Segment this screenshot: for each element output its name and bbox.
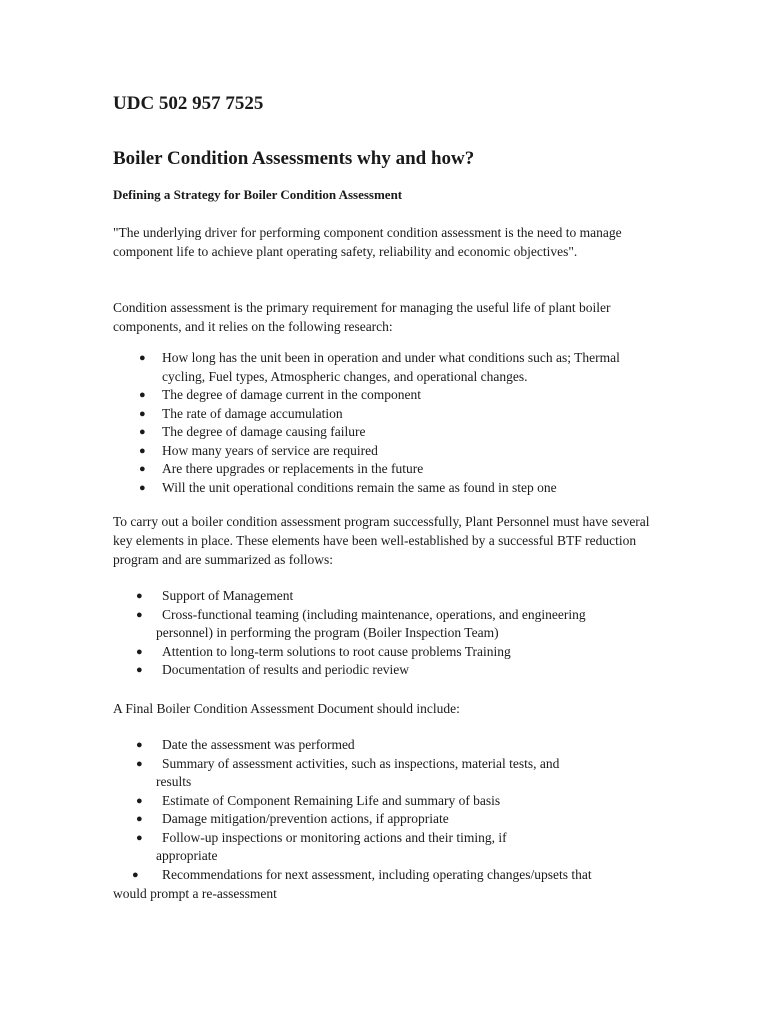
list-item xyxy=(113,405,658,424)
bullet-icon: ● xyxy=(136,813,143,825)
udc-code: UDC 502 957 7525 xyxy=(113,93,264,114)
list-item-text: Summary of assessment activities, such as inspections, material tests, and xyxy=(162,755,560,771)
intro-paragraph xyxy=(113,298,658,336)
bullet-icon: ● xyxy=(136,645,143,658)
bullet-icon: ● xyxy=(136,664,143,676)
list-item-text: Date the assessment was performed xyxy=(162,737,355,752)
list-item xyxy=(113,460,658,479)
list-item-continuation: results xyxy=(156,774,192,789)
bullet-icon: ● xyxy=(136,757,143,770)
list-item-text: The degree of damage causing failure xyxy=(162,424,366,439)
key-elements-list xyxy=(113,587,658,680)
list-item-text: Support of Management xyxy=(162,588,294,603)
list-item-text: Damage mitigation/prevention actions, if appropriate xyxy=(162,811,449,826)
final-doc-list xyxy=(113,736,658,866)
bullet-icon: ● xyxy=(139,389,146,401)
list-item xyxy=(113,442,658,461)
list-item-text: The rate of damage accumulation xyxy=(162,405,343,421)
list-item-text: Follow-up inspections or monitoring actions and their timing, if xyxy=(162,829,507,845)
bullet-icon: ● xyxy=(139,444,146,457)
bullet-icon: ● xyxy=(132,869,139,881)
list-item xyxy=(113,423,658,442)
bullet-icon: ● xyxy=(136,831,143,844)
list-item xyxy=(113,606,658,643)
bullet-icon: ● xyxy=(136,608,143,621)
list-item xyxy=(113,643,658,662)
program-paragraph xyxy=(113,512,658,569)
list-item-text: Are there upgrades or replacements in the future xyxy=(162,461,424,476)
list-item xyxy=(113,386,658,405)
list-item xyxy=(113,792,658,811)
list-item-text: Estimate of Component Remaining Life and summary of basis xyxy=(162,792,501,808)
final-doc-intro-text: A Final Boiler Condition Assessment Document should include: xyxy=(113,701,460,716)
list-item-text: Cross-functional teaming (including maintenance, operations, and engineering xyxy=(162,606,586,622)
quote-text: "The underlying driver for performing component condition assessment is the need to manage component life to achieve plant operating safety, reliability and economic objectives". xyxy=(113,225,622,259)
list-item-text: Attention to long-term solutions to root cause problems Training xyxy=(162,643,511,659)
document-subtitle: Defining a Strategy for Boiler Condition Assessment xyxy=(113,187,403,202)
list-item-text: Will the unit operational conditions remain the same as found in step one xyxy=(162,479,557,495)
bullet-icon: ● xyxy=(139,407,146,420)
list-item xyxy=(113,349,658,386)
list-item xyxy=(113,755,658,792)
list-item-text: How long has the unit been in operation and under what conditions such as; Thermal cycling, Fuel types, Atmospheric changes, and operational changes. xyxy=(162,350,620,384)
research-list xyxy=(113,349,658,497)
list-item-text: How many years of service are required xyxy=(162,442,378,458)
list-item-continuation: would prompt a re-assessment xyxy=(113,885,277,901)
list-item-text: Recommendations for next assessment, including operating changes/upsets that xyxy=(162,867,592,882)
final-doc-intro-paragraph xyxy=(113,699,658,718)
list-item xyxy=(113,661,658,680)
document-title: Boiler Condition Assessments why and how? xyxy=(113,148,475,169)
intro-text: Condition assessment is the primary requirement for managing the useful life of plant boiler components, and it relies on the following research: xyxy=(113,300,611,334)
list-item xyxy=(113,479,658,498)
list-item xyxy=(113,829,658,866)
list-item xyxy=(113,810,658,829)
program-text: To carry out a boiler condition assessment program successfully, Plant Personnel must have several key elements in place. These elements have been well-established by a successful BTF reduction program and are summarized as follows: xyxy=(113,514,650,567)
list-item-text: The degree of damage current in the component xyxy=(162,387,422,402)
bullet-icon: ● xyxy=(139,352,146,364)
list-item-continuation: personnel) in performing the program (Boiler Inspection Team) xyxy=(156,625,499,640)
bullet-icon: ● xyxy=(136,739,143,751)
list-item-continuation: appropriate xyxy=(156,848,218,863)
list-item xyxy=(113,587,658,606)
bullet-icon: ● xyxy=(139,426,146,438)
list-item-final xyxy=(113,866,673,903)
list-item-text: Documentation of results and periodic review xyxy=(162,662,410,677)
bullet-icon: ● xyxy=(136,794,143,807)
bullet-icon: ● xyxy=(139,463,146,475)
bullet-icon: ● xyxy=(139,481,146,494)
bullet-icon: ● xyxy=(136,590,143,602)
list-item xyxy=(113,736,658,755)
quote-paragraph xyxy=(113,223,658,261)
